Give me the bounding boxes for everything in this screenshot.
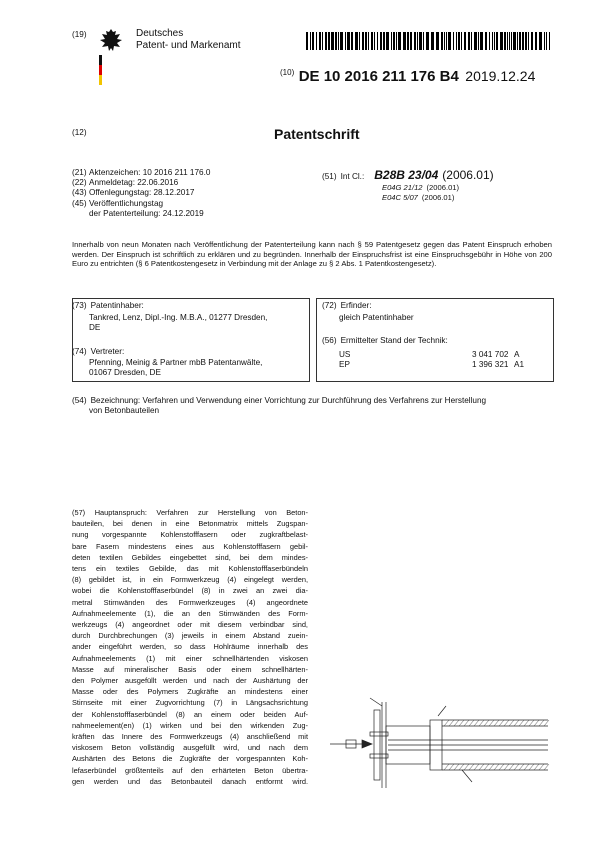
barcode [306,32,554,50]
prior-art-list [322,350,550,370]
document-number: DE 10 2016 211 176 B4 [298,68,459,85]
biblio-field-text: Offenlegungstag: 28.12.2017 [89,188,195,198]
claim-line: gen werden und das Betonbauteil danach entformt wird. [72,776,308,786]
document-kind-title: Patentschrift [274,126,360,142]
claim-line: der Kohlenstofffaserbündel (8) an einem oder beiden Auf- [72,709,308,719]
document-date: 2019.12.24 [465,68,536,84]
rep-line1: Pfenning, Meinig & Partner mbB Patentanwälte, [89,358,263,368]
holder-line2: DE [89,323,101,333]
claim-line: Masse oder des Polymers Zugkräfte an mindestens einer [72,687,308,697]
holder-line1: Tankred, Lenz, Dipl.-Ing. M.B.A., 01277 Dresden, [89,313,268,323]
holder-label: Patentinhaber: [90,301,144,310]
prior-art-label: Ermittelter Stand der Technik: [340,336,448,345]
biblio-field-text: der Patenterteilung: 24.12.2019 [89,208,204,218]
claim-line: metral Stirnwänden des Formwerkzeuges (4) angeordnete [72,597,308,607]
main-claim [72,507,308,787]
designation-block [72,396,554,416]
prior-art-kind: A [514,350,520,360]
claim-line: nahmeelement(en) (1) wirken und bei den wirkenden Zug- [72,720,308,730]
ipc-secondary-code: E04G 21/12 [382,183,423,193]
claim-line: Aufnahmeelemente (1), die an den Stirnwänden des Form- [72,608,308,618]
claim-line: Aufnahmeelements (1) mit einer schnellhärtenden viskosen [72,653,308,663]
biblio-left [72,168,302,219]
claim-line: bare Fasern mindestens eines aus Kohlenstofffasern gebil- [72,541,308,551]
prior-art-row [322,350,550,360]
holder-block [72,301,306,334]
inventor-field-code: (72) [322,301,337,310]
biblio-row [72,178,302,188]
claim-line: Stirnseite mit einer Zugvorrichtung (7) in Längsachsrichtung [72,698,308,708]
biblio-field-text: Aktenzeichen: 10 2016 211 176.0 [89,168,211,177]
inventor-value: gleich Patentinhaber [339,313,414,323]
claim-line: tens ein textiles Gebilde, das mit Kohlenstofffaserbündeln [72,564,308,574]
designation-field-code: (54) [72,396,87,405]
prior-art-kind: A1 [514,360,525,370]
designation-line2: von Betonbauteilen [89,406,160,416]
inventor-block [322,301,550,323]
field-code-12: (12) [72,128,87,137]
prior-art-number: 1 396 321 [472,360,509,370]
ipc-secondary-year: (2006.01) [426,183,460,193]
claim-line: wobei die Kohlenstofffaserbündel (8) in zwei an zwei dia- [72,586,308,596]
claim-line: ander eingeführt werden, so dass Hohlräume innerhalb des [72,642,308,652]
ipc-label: Int Cl.: [340,172,365,181]
rep-label: Vertreter: [90,347,125,356]
designation-line1: Bezeichnung: Verfahren und Verwendung einer Vorrichtung zur Durchführung des Verfahrens zur Herstellung [90,396,487,405]
claim-line: deten textilen Gebildes eingebettet sind, bei dem mindes- [72,552,308,562]
claim-line: lefaserbündel größtenteils auf den erhärteten Beton übertra- [72,765,308,775]
claim-line: (8) gebildet ist, in ein Formwerkzeug (4) eingelegt werden, [72,575,308,585]
prior-art-country: US [339,350,351,360]
opposition-notice: Innerhalb von neun Monaten nach Veröffentlichung der Patenterteilung kann nach § 59 Patentgesetz gegen das Patent Einspruch erhoben werden. Der Einspruch ist schriftlich zu erklären und zu begründen. Innerhalb der Einspruchsfrist ist eine Einspruchsgebühr in Höhe von 200 Euro zu entrichten (§ 6 Patentkostengesetz in Verbindung mit der Anlage zu § 2 Abs. 1 Patentkostengesetz). [72,240,552,269]
prior-art-row [322,360,550,370]
ipc-secondary-row [382,183,552,193]
claim-line: (57) Hauptanspruch: Verfahren zur Herstellung von Beton- [72,508,308,517]
claim-line: viskosem Beton vollständig ausgefüllt wird, und nach dem [72,743,308,753]
claim-line: nung vorgespannte Kohlenstofffasern oder zugkraftbelast- [72,530,308,540]
prior-art-number: 3 041 702 [472,350,509,360]
biblio-field-code: (22) [72,178,87,188]
ipc-field-code: (51) [322,172,337,181]
biblio-field-code [72,209,89,219]
office-name [136,28,241,52]
office-name-line2: Patent- und Markenamt [136,40,241,51]
field-code-10: (10) [280,68,295,77]
prior-art-block [322,336,550,371]
claim-line: den Polymer ausgefüllt werden und nach der Aushärtung der [72,676,308,686]
biblio-field-code: (45) [72,198,87,208]
federal-eagle-logo [98,27,124,87]
doc-number-line [280,68,535,86]
claim-line: kräften das Innere des Formwerkzeugs (4) anschließend mit [72,732,308,742]
ipc-secondary-code: E04C 5/07 [382,192,418,202]
biblio-field-text: Anmeldetag: 22.06.2016 [89,178,179,188]
representative-block [72,347,306,379]
claim-line: Masse auf mineralischer Basis oder einem schnellhärten- [72,664,308,674]
prior-art-field-code: (56) [322,336,337,345]
biblio-row [72,199,302,209]
ipc-main-code: B28B 23/04 [374,168,439,182]
field-code-19: (19) [72,30,87,39]
biblio-row [72,188,302,198]
ipc-block [322,168,552,202]
holder-field-code: (73) [72,301,87,310]
patent-drawing [322,696,554,794]
ipc-secondary-year: (2006.01) [421,192,455,202]
claim-line: bauteilen, bei denen in eine Betonmatrix mittels Zugspan- [72,519,308,529]
prior-art-country: EP [339,360,350,370]
biblio-row [72,209,302,219]
ipc-secondary-list [382,183,552,202]
rep-field-code: (74) [72,347,87,356]
biblio-field-code: (43) [72,188,87,198]
claim-line: Aushärten des Betons die Zugkräfte der vorgespannten Koh- [72,754,308,764]
claim-line: werkzeugs (4) angeordnet oder mit diesem verbindbar sind, [72,620,308,630]
drawing-figure [322,696,554,794]
ipc-main-year: (2006.01) [442,168,494,182]
ipc-secondary-row [382,193,552,203]
biblio-row [72,168,302,178]
claim-line: durch Durchbrechungen (3) jeweils in einem Abstand zuein- [72,631,308,641]
biblio-field-code: (21) [72,168,87,177]
office-name-line1: Deutsches [136,28,184,39]
biblio-field-text: Veröffentlichungstag [89,198,164,208]
eagle-icon [98,27,124,87]
rep-line2: 01067 Dresden, DE [89,368,161,378]
inventor-label: Erfinder: [340,301,372,310]
